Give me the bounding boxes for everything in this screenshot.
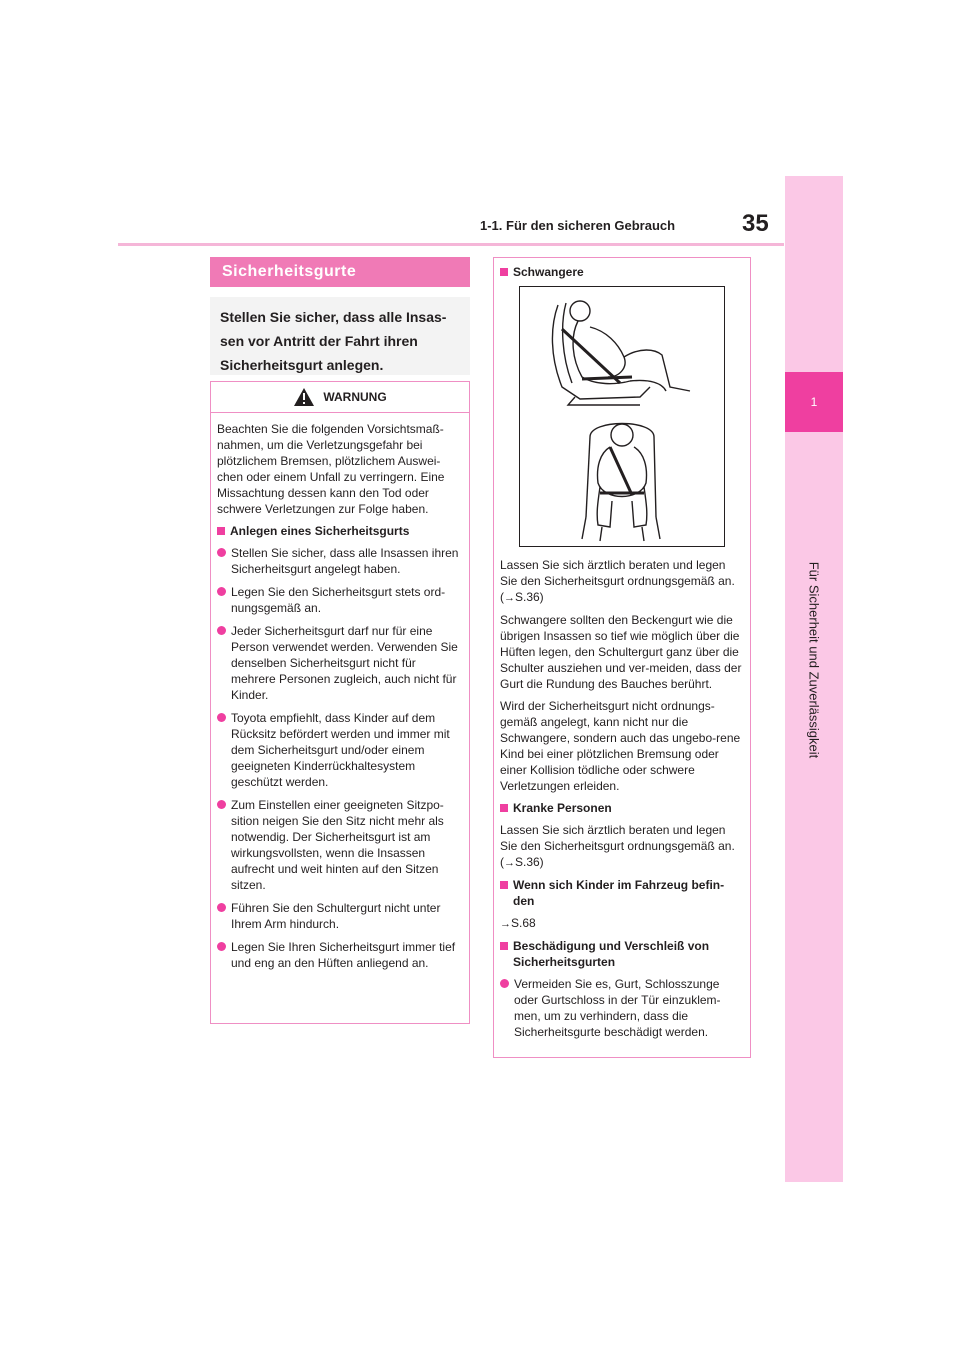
warning-subhead: [217, 523, 459, 539]
square-bullet-icon: [500, 268, 508, 276]
page-reference-link[interactable]: S.68: [511, 916, 536, 930]
warning-triangle-icon: [293, 387, 315, 407]
list-item: [217, 900, 459, 932]
pregnant-paragraph-3: Wird der Sicherheitsgurt nicht ordnungs-gemäß angelegt, kann nicht nur die Schwangere, sondern auch das ungebo-rene Kind bei einer plötzlichen Bremsung oder einer Kollision tödliche oder schwere Verletzungen erleiden.: [500, 699, 741, 793]
list-item: [217, 623, 459, 703]
ill-heading: [500, 800, 742, 816]
arrow-right-icon: →: [500, 918, 511, 930]
warning-intro: Beachten Sie die folgenden Vorsichtsmaß-nahmen, um die Verletzungsgefahr bei plötzlichem Bremsen, plötzlichem Auswei-chen oder einem Unfall zu verringern. Eine Missachtung dessen kann den Tod oder schwere Verletzungen zur Folge haben.: [217, 422, 445, 516]
page-reference-link[interactable]: S.36): [515, 590, 544, 604]
ill-heading-text: Kranke Personen: [513, 801, 612, 815]
pregnant-paragraph-1: [500, 557, 742, 606]
list-item: [217, 939, 459, 971]
arrow-right-icon: →: [504, 592, 515, 604]
children-reference: [500, 915, 742, 932]
info-box: [493, 257, 751, 1058]
dot-bullet-icon: [217, 713, 226, 722]
list-item-text: Führen Sie den Schultergurt nicht unter Ihrem Arm hindurch.: [231, 901, 441, 931]
dot-bullet-icon: [217, 800, 226, 809]
damage-heading: [500, 938, 742, 970]
pregnant-paragraph-1-text: Lassen Sie sich ärztlich beraten und legen Sie den Sicherheitsgurt ordnungsgemäß an. (: [500, 558, 735, 604]
list-item-text: Jeder Sicherheitsgurt darf nur für eine Person verwendet werden. Verwenden Sie denselben Sicherheitsgurt nicht für mehrere Personen zugleich, auch nicht für Kinder.: [231, 624, 458, 702]
dot-bullet-icon: [217, 942, 226, 951]
section-title: Sicherheitsgurte: [210, 257, 470, 287]
pregnant-paragraph-2: Schwangere sollten den Beckengurt wie die übrigen Insassen so tief wie möglich über die Hüften legen, den Schultergurt ganz über die Schulter ausziehen und ver-meiden, dass der Gurt die Rundung des Bauches berührt.: [500, 613, 742, 691]
header-rule: [118, 243, 784, 246]
dot-bullet-icon: [217, 903, 226, 912]
intro-box: [210, 297, 470, 375]
square-bullet-icon: [500, 942, 508, 950]
list-item-text: Stellen Sie sicher, dass alle Insassen ihren Sicherheitsgurt angelegt haben.: [231, 546, 459, 576]
list-item-text: Zum Einstellen einer geeigneten Sitzpo-sition neigen Sie den Sitz nicht mehr als notwendig. Der Sicherheitsgurt ist am wirkungsvollsten, wenn die Insassen aufrecht und weit hinten auf den Sitzen sitzen.: [231, 798, 444, 892]
warning-subhead-text: Anlegen eines Sicherheitsgurts: [230, 524, 410, 538]
square-bullet-icon: [217, 527, 225, 535]
list-item: [500, 976, 742, 1040]
arrow-right-icon: →: [504, 857, 515, 869]
dot-bullet-icon: [500, 979, 509, 988]
section-header: 1-1. Für den sicheren Gebrauch: [480, 218, 676, 233]
pregnant-heading: [500, 264, 742, 280]
list-item: [217, 545, 459, 577]
intro-text: Stellen Sie sicher, dass alle Insas-sen vor Antritt der Fahrt ihren Sicherheitsgurt anlegen.: [220, 309, 447, 373]
chapter-label: Für Sicherheit und Zuverlässigkeit: [806, 561, 822, 759]
ill-paragraph-text: Lassen Sie sich ärztlich beraten und legen Sie den Sicherheitsgurt ordnungsgemäß an. (: [500, 823, 735, 869]
square-bullet-icon: [500, 881, 508, 889]
warning-label: WARNUNG: [323, 390, 387, 404]
ill-paragraph: [500, 822, 742, 871]
children-heading: [500, 877, 742, 909]
list-item-text: Legen Sie Ihren Sicherheitsgurt immer tief und eng an den Hüften anliegend an.: [231, 940, 456, 970]
square-bullet-icon: [500, 804, 508, 812]
list-item-text: Vermeiden Sie es, Gurt, Schlosszunge oder Gurtschloss in der Tür einzuklem-men, um zu verhindern, dass die Sicherheitsgurte beschädigt werden.: [514, 977, 721, 1039]
children-heading-text: Wenn sich Kinder im Fahrzeug befin-den: [513, 878, 725, 908]
dot-bullet-icon: [217, 626, 226, 635]
list-item: [217, 797, 459, 893]
list-item: [217, 710, 459, 790]
dot-bullet-icon: [217, 587, 226, 596]
list-item-text: Legen Sie den Sicherheitsgurt stets ord-nungsgemäß an.: [231, 585, 446, 615]
list-item-text: Toyota empfiehlt, dass Kinder auf dem Rücksitz befördert werden und immer mit dem Sicherheitsgurt und/oder einem geeigneten Kinderrückhaltesystem geschützt werden.: [231, 711, 450, 789]
warning-box: [210, 381, 470, 1024]
pregnant-heading-text: Schwangere: [513, 265, 584, 279]
chapter-tab-number[interactable]: 1: [785, 372, 843, 432]
dot-bullet-icon: [217, 548, 226, 557]
pregnant-seatbelt-illustration: [519, 286, 725, 547]
damage-heading-text: Beschädigung und Verschleiß von Sicherheitsgurten: [513, 939, 710, 969]
list-item: [217, 584, 459, 616]
page-reference-link[interactable]: S.36): [515, 855, 544, 869]
pregnant-seatbelt-illustration-icon: [520, 287, 724, 546]
page-number: 35: [742, 210, 769, 237]
warning-header: [211, 382, 469, 413]
